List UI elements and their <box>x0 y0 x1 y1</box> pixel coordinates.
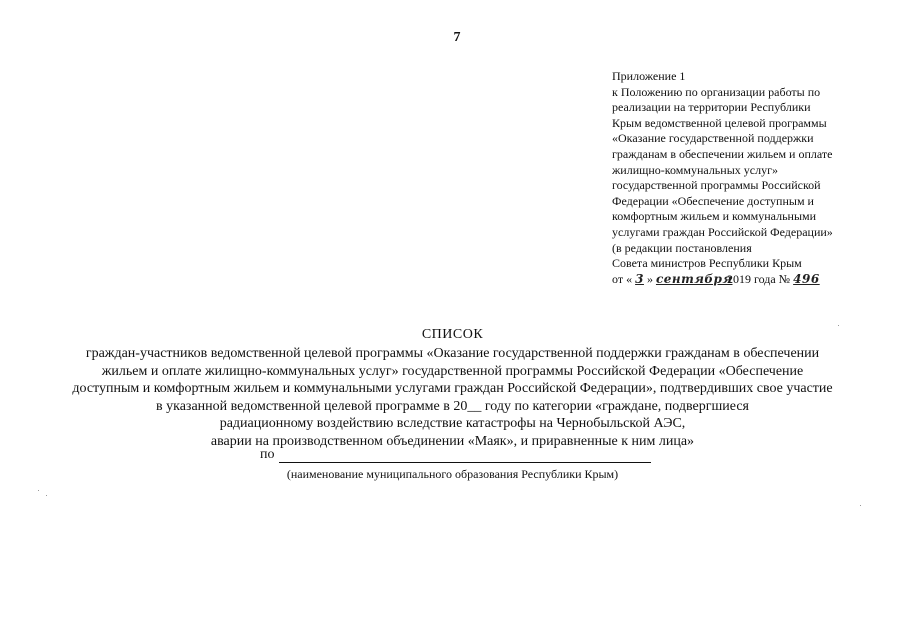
description-line: доступным и комфортным жильем и коммунальными услугами граждан Российской Федерации», подтвердивших свое участие <box>72 381 833 396</box>
appendix-line: реализации на территории Республики <box>612 100 811 115</box>
municipality-blank <box>279 448 651 463</box>
appendix-line: Совета министров Республики Крым <box>612 256 802 271</box>
scan-speck <box>46 495 47 496</box>
date-mid: » <box>646 271 653 286</box>
municipality-caption: (наименование муниципального образования Республики Крым) <box>286 467 619 481</box>
appendix-line: жилищно-коммунальных услуг» <box>612 162 778 177</box>
description-line: в указанной ведомственной целевой программе в 20__ году по категории «граждане, подвергшиеся <box>156 398 749 414</box>
appendix-line: «Оказание государственной поддержки <box>612 131 814 146</box>
date-prefix: от « <box>612 271 633 286</box>
page-number: 7 <box>453 30 461 45</box>
appendix-line: Крым ведомственной целевой программы <box>612 115 827 130</box>
appendix-line: гражданам в обеспечении жильем и оплате <box>612 146 833 161</box>
description-line: радиационному воздействию вследствие катастрофы на Чернобыльской АЭС, <box>219 416 686 431</box>
scan-speck <box>838 325 839 326</box>
document-title: СПИСОК <box>421 327 484 342</box>
po-label: по <box>260 447 275 462</box>
description-line: жильем и оплате жилищно-коммунальных услуг» государственной программы Российской Федерации «Обеспечение <box>101 363 804 379</box>
description-line: аварии на производственном объединении «Маяк», и приравненные к ним лица» <box>210 433 695 449</box>
handwritten-month: сентября <box>655 271 733 286</box>
scan-speck <box>860 505 861 506</box>
appendix-date-line <box>612 272 882 288</box>
appendix-line: к Положению по организации работы по <box>612 84 821 99</box>
appendix-line: (в редакции постановления <box>612 240 752 255</box>
handwritten-day: 3 <box>635 271 644 286</box>
appendix-line: Федерации «Обеспечение доступным и <box>612 193 814 208</box>
handwritten-number: 496 <box>793 271 820 286</box>
appendix-block <box>612 69 882 287</box>
municipality-fill-line <box>260 447 680 463</box>
scan-speck <box>38 490 39 491</box>
appendix-line: услугами граждан Российской Федерации» <box>612 224 833 239</box>
title-description <box>0 345 905 450</box>
description-line: граждан-участников ведомственной целевой программы «Оказание государственной поддержки гражданам в обеспечении <box>85 346 820 361</box>
date-year: 2019 года № <box>726 271 791 286</box>
appendix-line: Приложение 1 <box>612 69 686 83</box>
appendix-line: государственной программы Российской <box>612 178 821 193</box>
appendix-line: комфортным жильем и коммунальными <box>612 209 817 224</box>
